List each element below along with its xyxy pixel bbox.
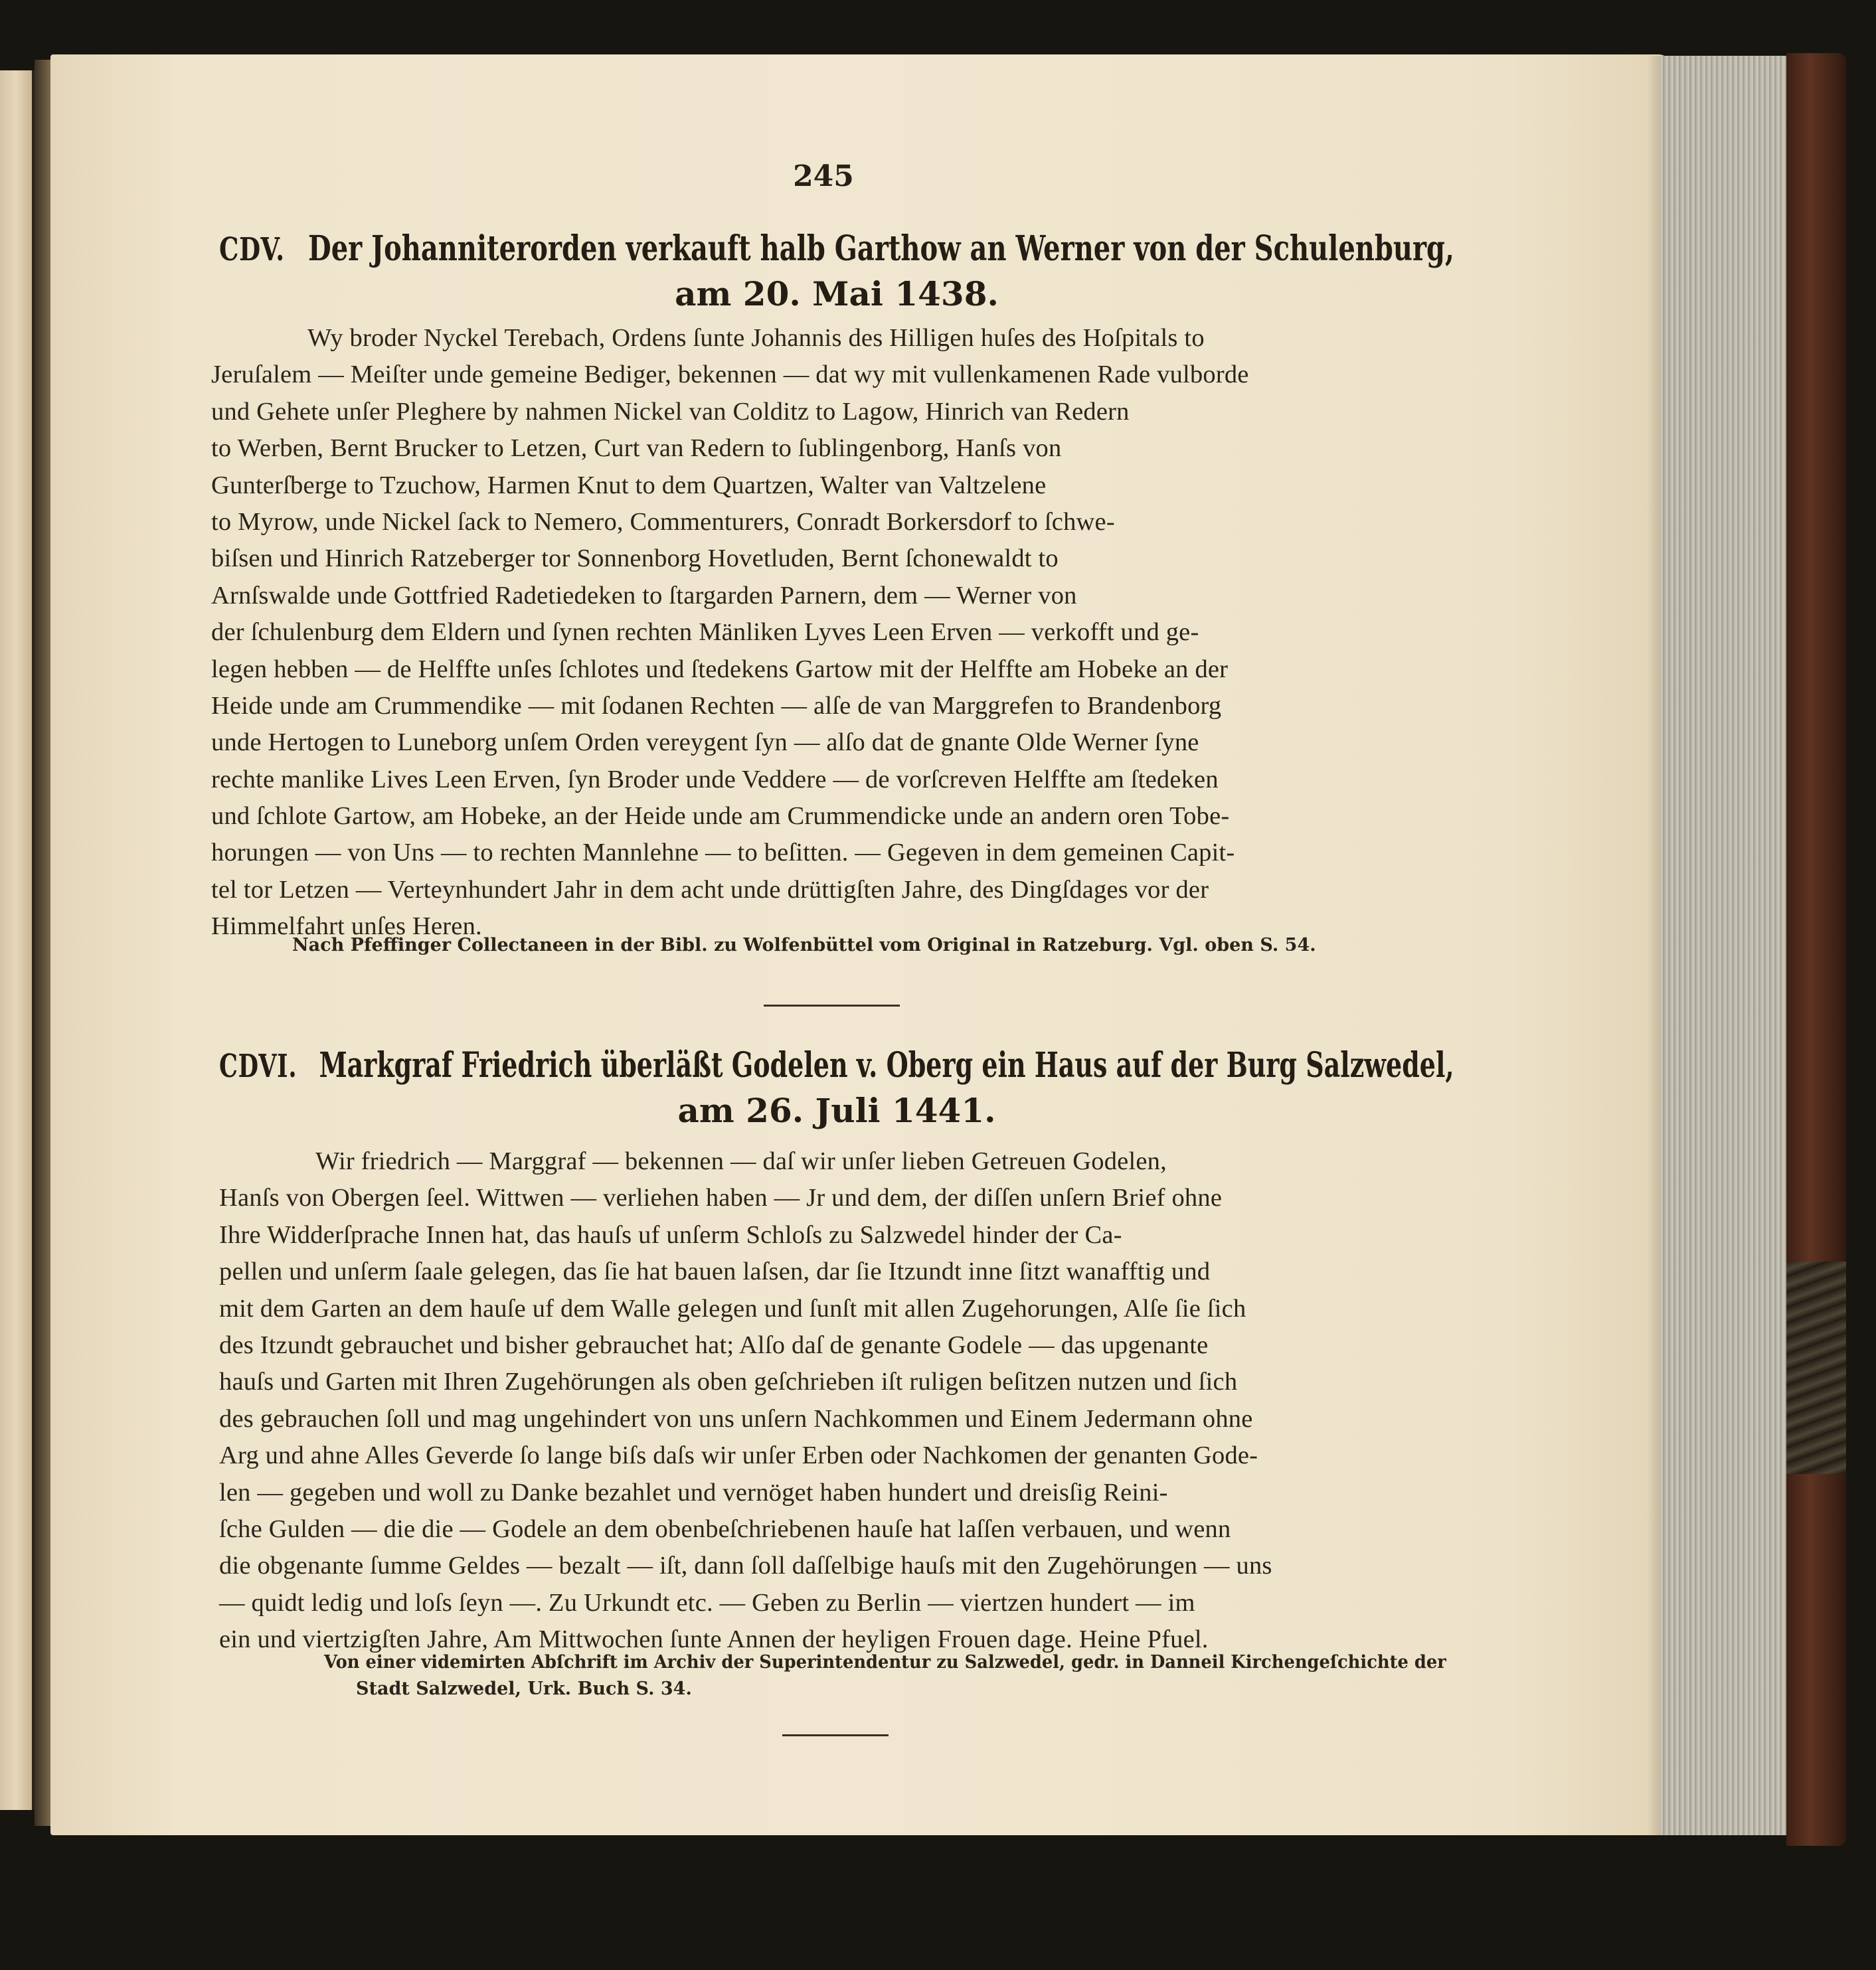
text-line: ein und viertzigſten Jahre, Am Mittwochen ſunte Annen der heyligen Frouen dage. Heine Pfuel. (219, 1625, 1209, 1654)
document-2-heading (219, 1042, 1454, 1133)
text-line: to Myrow, unde Nickel ſack to Nemero, Commenturers, Conradt Borkersdorf to ſchwe- (211, 507, 1115, 536)
text-line: horungen — von Uns — to rechten Mannlehne — to beſitten. — Gegeven in dem gemeinen Capit- (211, 839, 1235, 867)
text-line: Hanſs von Obergen ſeel. Wittwen — verliehen haben — Jr und dem, der diſſen unſern Brief ohne (219, 1184, 1223, 1212)
text-line: des gebrauchen ſoll und mag ungehindert von uns unſern Nachkommen und Einem Jedermann ohne (219, 1404, 1253, 1433)
document-1-text (211, 320, 1249, 945)
text-line: biſsen und Hinrich Ratzeberger tor Sonnenborg Hovetluden, Bernt ſchonewaldt to (211, 544, 1059, 573)
document-1-heading (219, 226, 1454, 316)
text-line: Arg und ahne Alles Geverde ſo lange biſs daſs wir unſer Erben oder Nachkomen der genanten Gode- (219, 1441, 1258, 1470)
text-line: legen hebben — de Helffte unſes ſchlotes und ſtedekens Gartow mit der Helffte am Hobeke an der (211, 655, 1229, 683)
document-2-number: CDVI. (219, 1048, 298, 1085)
section-divider (764, 1005, 900, 1007)
text-line: tel tor Letzen — Verteynhundert Jahr in dem acht unde drüttigſten Jahre, des Dingſdages vor der (211, 875, 1209, 904)
section-divider (782, 1734, 889, 1736)
source-line: Von einer videmirten Abſchrift im Archiv der Superintendentur zu Salzwedel, gedr. in Danneil Kirchengeſchichte der (324, 1652, 1446, 1673)
text-line: ſche Gulden — die die — Godele an dem obenbeſchriebenen hauſe hat laſſen verbauen, und wenn (219, 1515, 1231, 1543)
document-2-text (219, 1143, 1272, 1658)
text-line: des Itzundt gebrauchet und bisher gebrauchet hat; Alſo daſ de genante Godele — das upgenante (219, 1331, 1209, 1359)
text-line: Wy broder Nyckel Terebach, Ordens ſunte Johannis des Hilligen huſes des Hoſpitals to (307, 324, 1205, 352)
text-line: len — gegeben und woll zu Danke bezahlet und vernöget haben hundert und dreisſig Reini- (219, 1478, 1168, 1507)
text-line: Gunterſberge to Tzuchow, Harmen Knut to dem Quartzen, Walter van Valtzelene (211, 471, 1047, 499)
source-line: Stadt Salzwedel, Urk. Buch S. 34. (356, 1679, 692, 1699)
text-line: pellen und unſerm ſaale gelegen, das ſie hat bauen laſsen, dar ſie Itzundt inne ſitzt wanafftig und (219, 1258, 1211, 1286)
book-cover (1786, 53, 1846, 1846)
document-2-date: am 26. Juli 1441. (677, 1091, 996, 1130)
document-1-date: am 20. Mai 1438. (675, 274, 999, 313)
text-line: Ihre Widderſprache Innen hat, das hauſs uf unſerm Schloſs zu Salzwedel hinder der Ca- (219, 1220, 1122, 1249)
text-line: — quidt ledig und loſs ſeyn —. Zu Urkundt etc. — Geben zu Berlin — viertzen hundert — im (219, 1588, 1195, 1617)
text-line: rechte manlike Lives Leen Erven, ſyn Broder unde Veddere — de vorſcreven Helffte am ſtedeken (211, 765, 1219, 793)
left-page-edge (0, 70, 35, 1810)
document-1-number: CDV. (219, 231, 285, 268)
text-line: mit dem Garten an dem hauſe uf dem Walle gelegen und ſunſt mit allen Zugehorungen, Alſe ſie ſich (219, 1294, 1246, 1323)
text-line: und ſchlote Gartow, am Hobeke, an der Heide unde am Crummendicke unde an andern oren Tobe- (211, 802, 1230, 831)
text-line: Jeruſalem — Meiſter unde gemeine Bediger, bekennen — dat wy mit vullenkamenen Rade vulborde (211, 361, 1249, 389)
document-1-title: Der Johanniterorden verkauft halb Garthow an Werner von der Schulenburg, (307, 228, 1454, 269)
text-line: Heide unde am Crummendike — mit ſodanen Rechten — alſe de van Marggrefen to Brandenborg (211, 691, 1222, 720)
text-line: Wir friedrich — Marggraf — bekennen — daſ wir unſer lieben Getreuen Godelen, (315, 1147, 1167, 1175)
text-line: die obgenante ſumme Geldes — bezalt — iſt, dann ſoll daſſelbige hauſs mit den Zugehörungen — uns (219, 1552, 1272, 1580)
book-cover-marbling (1786, 1262, 1846, 1474)
page-number: 245 (793, 159, 854, 193)
document-2-title: Markgraf Friedrich überläßt Godelen v. Oberg ein Haus auf der Burg Salzwedel, (319, 1045, 1454, 1086)
document-2-source (324, 1649, 1501, 1702)
text-line: der ſchulenburg dem Eldern und ſynen rechten Mänliken Lyves Leen Erven — verkofft und ge- (211, 618, 1199, 647)
text-line: unde Hertogen to Luneborg unſem Orden vereygent ſyn — alſo dat de gnante Olde Werner ſyne (211, 728, 1199, 757)
text-line: und Gehete unſer Pleghere by nahmen Nickel van Colditz to Lagow, Hinrich van Redern (211, 397, 1130, 426)
text-line: Arnſswalde unde Gottfried Radetiedeken to ſtargarden Parnern, dem — Werner von (211, 581, 1077, 610)
text-line: Himmelfahrt unſes Heren. (211, 912, 482, 941)
document-1-source: Nach Pfeffinger Collectaneen in der Bibl. zu Wolfenbüttel vom Original in Ratzeburg. Vgl. oben S. 54. (292, 935, 1316, 955)
text-line: to Werben, Bernt Brucker to Letzen, Curt van Redern to ſublingenborg, Hanſs von (211, 434, 1062, 463)
text-line: hauſs und Garten mit Ihren Zugehörungen als oben geſchrieben iſt ruligen beſitzen nutzen und ſich (219, 1368, 1238, 1396)
book-fore-edge (1660, 56, 1786, 1835)
